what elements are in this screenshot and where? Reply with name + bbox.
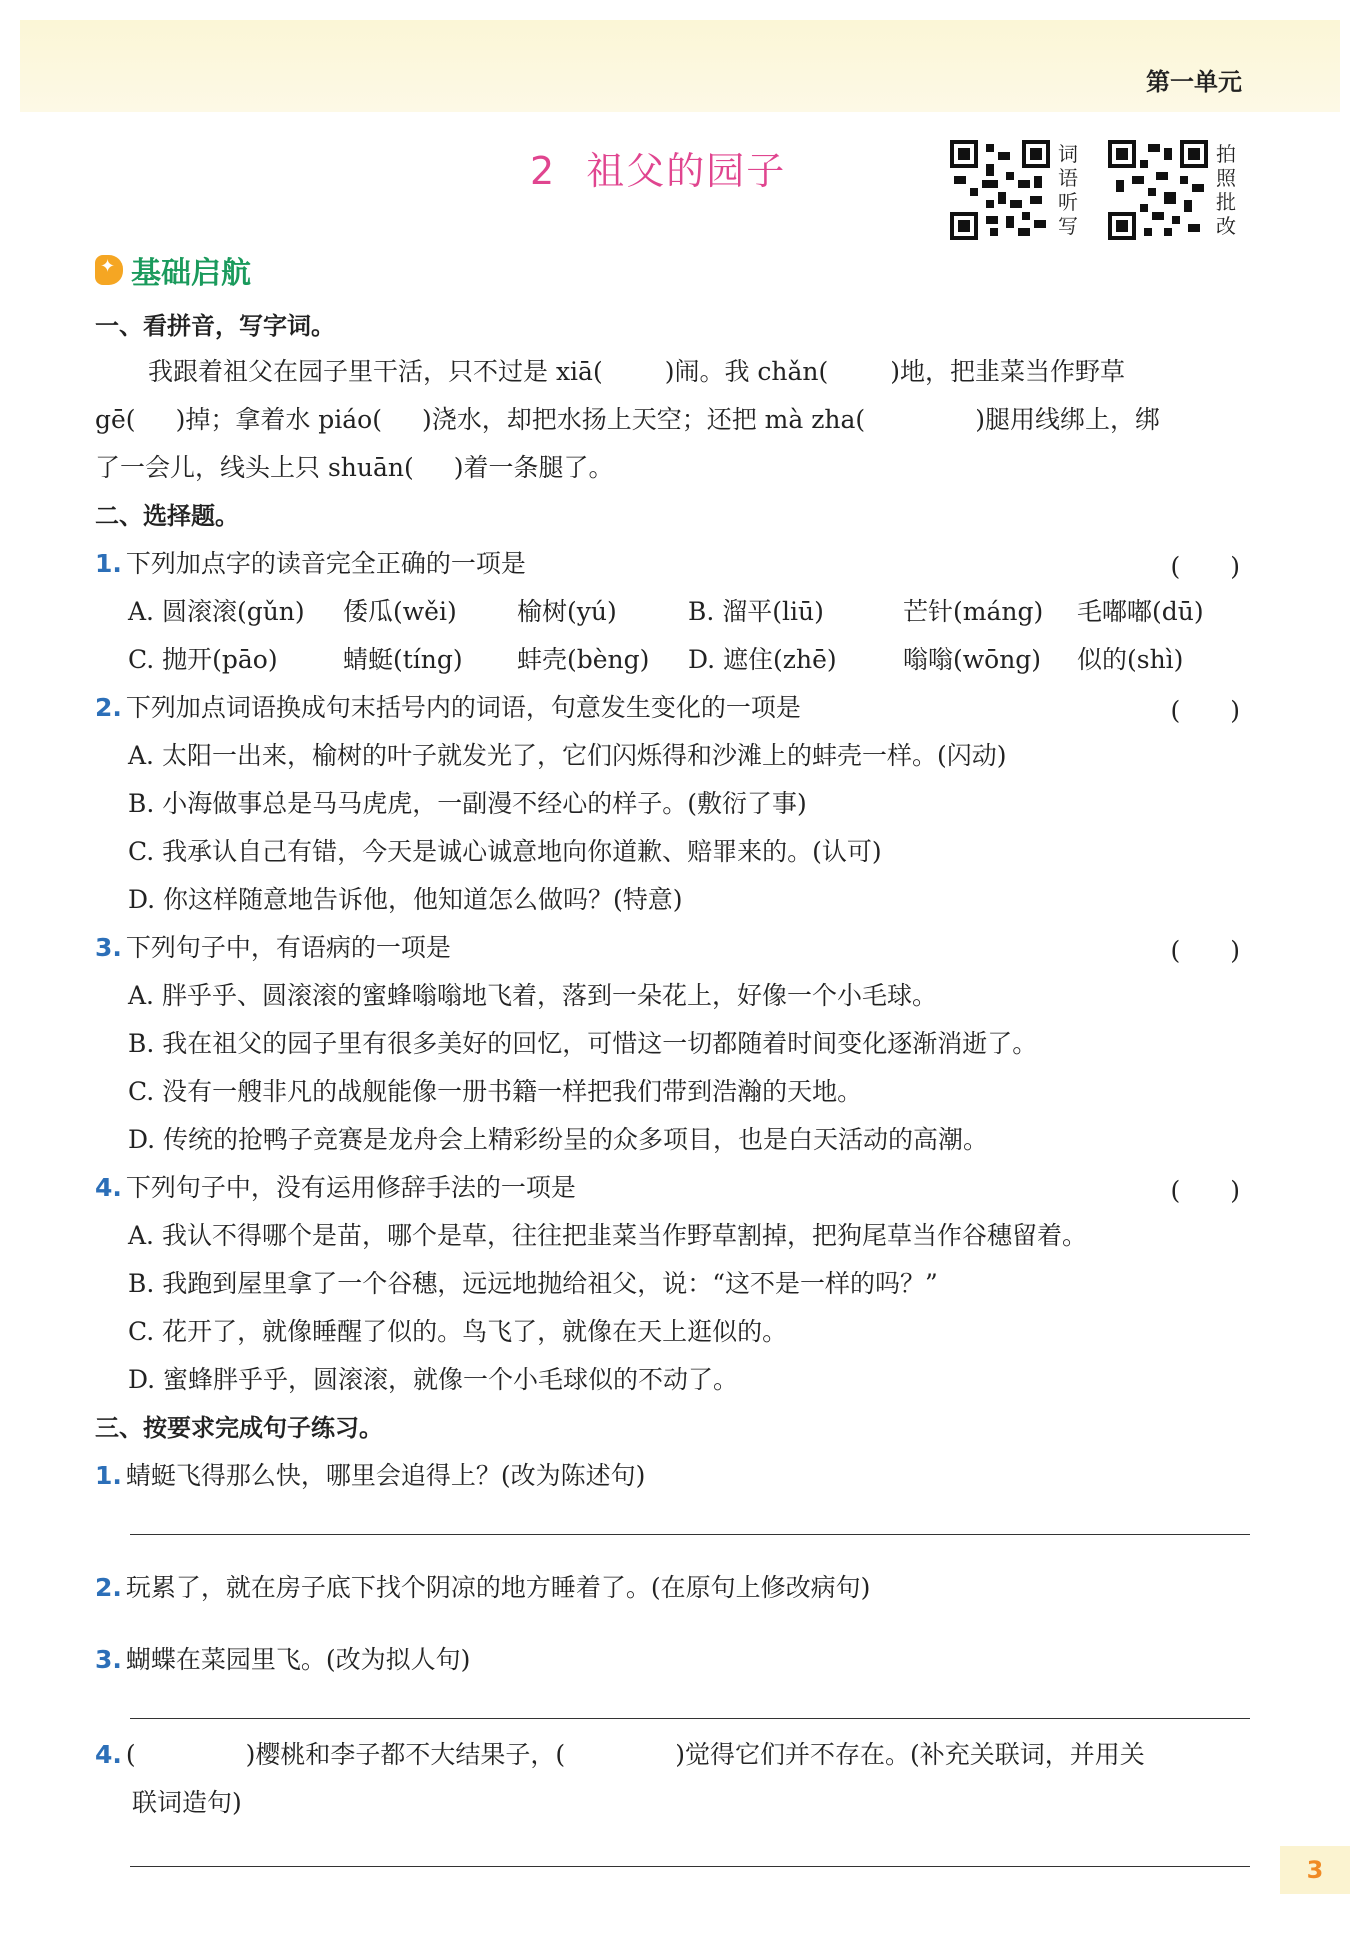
- q1-option[interactable]: C. 抛开(pāo): [128, 645, 278, 674]
- question-number: 2.: [95, 693, 122, 722]
- question-number: 2.: [95, 1573, 122, 1602]
- part1-line3: [95, 451, 614, 485]
- question-number: 4.: [95, 1173, 122, 1202]
- q4-answer-box[interactable]: ( ): [1170, 1176, 1240, 1205]
- q1-answer-box[interactable]: ( ): [1170, 552, 1240, 581]
- text-segment: )觉得它们并不存在。(补充关联词，并用关: [675, 1740, 1145, 1769]
- part1-line1: [148, 355, 1125, 389]
- part2-heading: 二、选择题。: [95, 502, 239, 530]
- question-number: 3.: [95, 1645, 122, 1674]
- question-text: 蝴蝶在菜园里飞。(改为拟人句): [125, 1645, 471, 1674]
- p3-q4: [95, 1738, 1145, 1772]
- question-text: 玩累了，就在房子底下找个阴凉的地方睡着了。(在原句上修改病句): [125, 1573, 871, 1602]
- text-segment: 了一会儿，线头上只 shuān(: [95, 453, 414, 482]
- answer-line[interactable]: [130, 1866, 1250, 1867]
- question-number: 3.: [95, 933, 122, 962]
- q1-option[interactable]: 榆树(yú): [517, 597, 617, 626]
- qr-code-dictation-icon[interactable]: [950, 140, 1050, 240]
- q4-stem: [95, 1171, 576, 1205]
- answer-line[interactable]: [130, 1534, 1250, 1535]
- p3-q1: [95, 1459, 645, 1493]
- text-segment: )浇水，却把水扬上天空；还把 mà zha(: [421, 405, 866, 434]
- q2-option[interactable]: C. 我承认自己有错，今天是诚心诚意地向你道歉、赔罪来的。(认可): [128, 837, 882, 866]
- text-segment: 我跟着祖父在园子里干活，只不过是 xiā(: [148, 357, 603, 386]
- section-heading: [95, 248, 251, 292]
- q4-option[interactable]: D. 蜜蜂胖乎乎，圆滚滚，就像一个小毛球似的不动了。: [128, 1365, 739, 1394]
- qr-code-photo-grading-icon[interactable]: [1108, 140, 1208, 240]
- text-segment: gē(: [95, 405, 136, 434]
- section-title: 基础启航: [131, 256, 251, 291]
- lesson-title-text: 祖父的园子: [586, 149, 787, 193]
- unit-label: 第一单元: [1146, 68, 1242, 96]
- header-band: [20, 20, 1340, 112]
- q1-stem: [95, 547, 526, 581]
- q2-option[interactable]: D. 你这样随意地告诉他，他知道怎么做吗？(特意): [128, 885, 683, 914]
- q1-option[interactable]: 芒针(máng): [903, 597, 1044, 626]
- q2-option[interactable]: A. 太阳一出来，榆树的叶子就发光了，它们闪烁得和沙滩上的蚌壳一样。(闪动): [128, 741, 1007, 770]
- q4-option[interactable]: B. 我跑到屋里拿了一个谷穗，远远地抛给祖父，说：“这不是一样的吗？”: [128, 1269, 938, 1298]
- q3-option[interactable]: A. 胖乎乎、圆滚滚的蜜蜂嗡嗡地飞着，落到一朵花上，好像一个小毛球。: [128, 981, 937, 1010]
- question-text: 下列句子中，没有运用修辞手法的一项是: [125, 1173, 576, 1202]
- question-number: 1.: [95, 549, 122, 578]
- text-segment: (: [125, 1740, 136, 1769]
- question-text: 下列句子中，有语病的一项是: [125, 933, 451, 962]
- q2-stem: [95, 691, 801, 725]
- question-text: 下列加点词语换成句末括号内的词语，句意发生变化的一项是: [125, 693, 801, 722]
- answer-line[interactable]: [130, 1718, 1250, 1719]
- question-text: 蜻蜓飞得那么快，哪里会追得上？(改为陈述句): [125, 1461, 646, 1490]
- q4-option[interactable]: A. 我认不得哪个是苗，哪个是草，往往把韭菜当作野草割掉，把狗尾草当作谷穗留着。: [128, 1221, 1087, 1250]
- q1-option[interactable]: B. 溜平(liū): [688, 597, 824, 626]
- q1-option[interactable]: 蜻蜓(tíng): [343, 645, 463, 674]
- section-badge-icon: [95, 255, 123, 285]
- q2-option[interactable]: B. 小海做事总是马马虎虎，一副漫不经心的样子。(敷衍了事): [128, 789, 807, 818]
- q4-option[interactable]: C. 花开了，就像睡醒了似的。鸟飞了，就像在天上逛似的。: [128, 1317, 788, 1346]
- page-number: 3: [1280, 1846, 1350, 1894]
- q3-option[interactable]: C. 没有一艘非凡的战舰能像一册书籍一样把我们带到浩瀚的天地。: [128, 1077, 863, 1106]
- q3-stem: [95, 931, 451, 965]
- question-number: 4.: [95, 1740, 122, 1769]
- q1-option[interactable]: 嗡嗡(wōng): [903, 645, 1042, 674]
- part1-line2: [95, 403, 1160, 437]
- q1-option[interactable]: 毛嘟嘟(dū): [1077, 597, 1204, 626]
- q3-option[interactable]: D. 传统的抢鸭子竞赛是龙舟会上精彩纷呈的众多项目，也是白天活动的高潮。: [128, 1125, 989, 1154]
- text-segment: )闹。我 chǎn(: [664, 357, 829, 386]
- q3-answer-box[interactable]: ( ): [1170, 936, 1240, 965]
- qr1-caption: 词语听写: [1058, 142, 1078, 238]
- lesson-title: [530, 140, 786, 195]
- q2-answer-box[interactable]: ( ): [1170, 696, 1240, 725]
- text-segment: )腿用线绑上，绑: [975, 405, 1160, 434]
- q3-option[interactable]: B. 我在祖父的园子里有很多美好的回忆，可惜这一切都随着时间变化逐渐消逝了。: [128, 1029, 1038, 1058]
- text-segment: )着一条腿了。: [453, 453, 614, 482]
- lesson-number: 2: [530, 149, 557, 193]
- q1-option[interactable]: A. 圆滚滚(gǔn): [128, 597, 305, 626]
- question-text: 下列加点字的读音完全正确的一项是: [125, 549, 526, 578]
- part3-heading: 三、按要求完成句子练习。: [95, 1414, 383, 1442]
- part1-heading: 一、看拼音，写字词。: [95, 312, 335, 340]
- text-segment: )掉；拿着水 piáo(: [175, 405, 382, 434]
- q1-option[interactable]: 蚌壳(bèng): [517, 645, 650, 674]
- q1-option[interactable]: D. 遮住(zhē): [688, 645, 837, 674]
- p3-q3: [95, 1643, 470, 1677]
- q1-option[interactable]: 倭瓜(wěi): [343, 597, 457, 626]
- p3-q2: [95, 1571, 870, 1605]
- q1-option[interactable]: 似的(shì): [1077, 645, 1184, 674]
- qr2-caption: 拍照批改: [1216, 142, 1236, 238]
- question-number: 1.: [95, 1461, 122, 1490]
- text-segment: )樱桃和李子都不大结果子，(: [245, 1740, 566, 1769]
- p3-q4-continued: 联词造句): [132, 1788, 242, 1817]
- text-segment: )地，把韭菜当作野草: [890, 357, 1126, 386]
